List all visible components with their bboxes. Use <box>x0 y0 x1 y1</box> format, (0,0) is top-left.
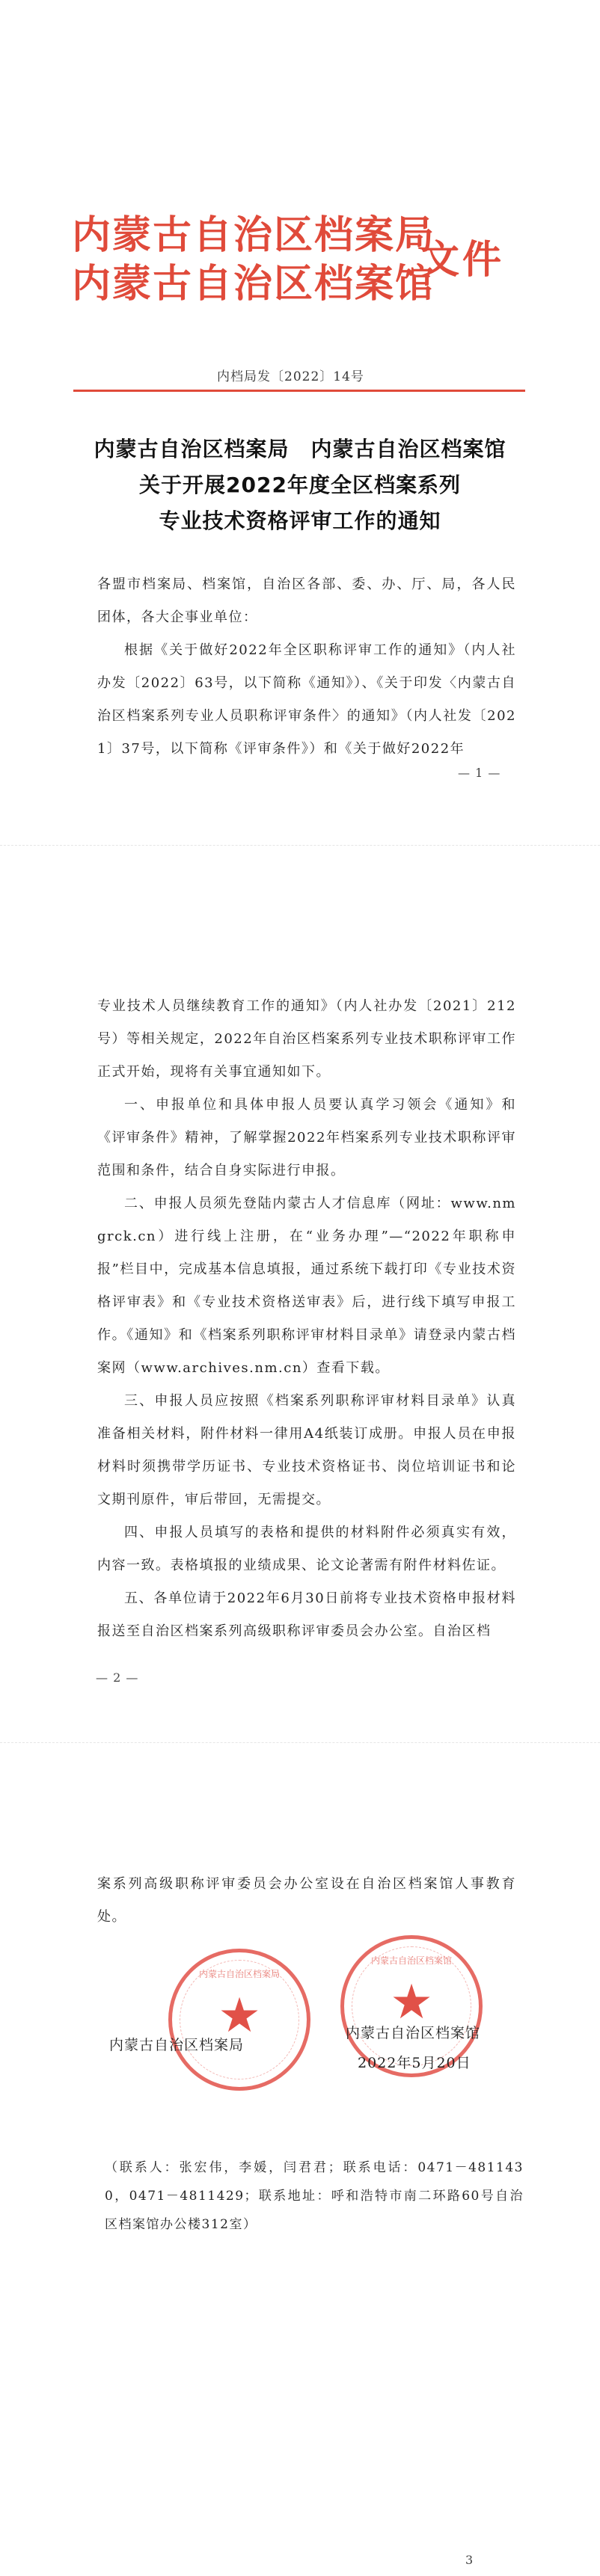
page-number-2: — 2 — <box>96 1670 139 1685</box>
seal-left <box>168 1949 310 2091</box>
page2-para1: 一、申报单位和具体申报人员要认真学习领会《通知》和《评审条件》精神，了解掌握2022年档案系列专业技术职称评审范围和条件，结合自身实际进行申报。 <box>97 1097 516 1178</box>
page-2 <box>0 912 600 1742</box>
addressee: 各盟市档案局、档案馆，自治区各部、委、办、厅、局，各人民团体，各大企事业单位： <box>97 577 516 625</box>
page2-para2: 二、申报人员须先登陆内蒙古人才信息库（网址：www.nmgrck.cn）进行线上注册，在“业务办理”—“2022年职称申报”栏目中，完成基本信息填报，通过系统下载打印《专业技术资格评审表》和《专业技术资格送审表》后，进行线下填写申报工作。《通知》和《档案系列职称评审材料目录单》请登录内蒙古档案网（www.archives.nm.cn）查看下载。 <box>97 1196 516 1376</box>
title-line1: 内蒙古自治区档案局 内蒙古自治区档案馆 <box>94 437 506 461</box>
page2-para5: 五、各单位请于2022年6月30日前将专业技术资格申报材料报送至自治区档案系列高级职称评审委员会办公室。自治区档 <box>97 1590 516 1639</box>
sign-left: 内蒙古自治区档案局 <box>109 2037 245 2053</box>
page-3 <box>0 1802 600 2576</box>
doc-number: 内档局发〔2022〕14号 <box>217 369 364 384</box>
sign-date: 2022年5月20日 <box>358 2055 471 2071</box>
seal-left-star-icon: ★ <box>218 1988 261 2044</box>
page2-para4: 四、申报人员填写的表格和提供的材料附件必须真实有效，内容一致。表格填报的业绩成果、论文论著需有附件材料佐证。 <box>97 1525 516 1573</box>
header-org-line2: 内蒙古自治区档案馆 <box>72 261 436 307</box>
sign-right: 内蒙古自治区档案馆 <box>346 2025 481 2041</box>
contact-info: （联系人：张宏伟，李媛，闫君君；联系电话：0471－4811430，0471－4811429；联系地址：呼和浩特市南二环路60号自治区档案馆办公楼312室） <box>105 2160 524 2232</box>
title-line2: 关于开展2022年度全区档案系列 <box>139 473 461 497</box>
seal-left-text: 内蒙古自治区档案局 <box>198 1969 280 1979</box>
page2-para3: 三、申报人员应按照《档案系列职称评审材料目录单》认真准备相关材料，附件材料一律用A4纸装订成册。申报人员在申报材料时须携带学历证书、专业技术资格证书、岗位培训证书和论文期刊原件，审后带回，无需提交。 <box>97 1393 516 1507</box>
page2-para0: 专业技术人员继续教育工作的通知》（内人社办发〔2021〕212号）等相关规定，2022年自治区档案系列专业技术职称评审工作正式开始，现将有关事宜通知如下。 <box>97 998 516 1080</box>
seal-right-text: 内蒙古自治区档案馆 <box>370 1955 452 1966</box>
title-line3: 专业技术资格评审工作的通知 <box>159 508 441 533</box>
page-number-3: 3 <box>465 2553 474 2567</box>
header-doc-type: 文件 <box>420 237 505 283</box>
page1-para1: 根据《关于做好2022年全区职称评审工作的通知》（内人社办发〔2022〕63号，以下简称《通知》）、《关于印发〈内蒙古自治区档案系列专业人员职称评审条件〉的通知》（内人社发〔2021〕37号，以下简称《评审条件》）和《关于做好2022年 <box>97 642 516 757</box>
page-1 <box>0 0 600 845</box>
seal-right-star-icon: ★ <box>390 1974 433 2030</box>
page-number-1: — 1 — <box>458 766 501 780</box>
page-gap-1 <box>0 845 600 913</box>
header-red-rule <box>73 390 525 392</box>
header-org-line1: 内蒙古自治区档案局 <box>72 212 436 258</box>
page3-para0: 案系列高级职称评审委员会办公室设在自治区档案馆人事教育处。 <box>97 1876 516 1925</box>
page-gap-2 <box>0 1742 600 1803</box>
